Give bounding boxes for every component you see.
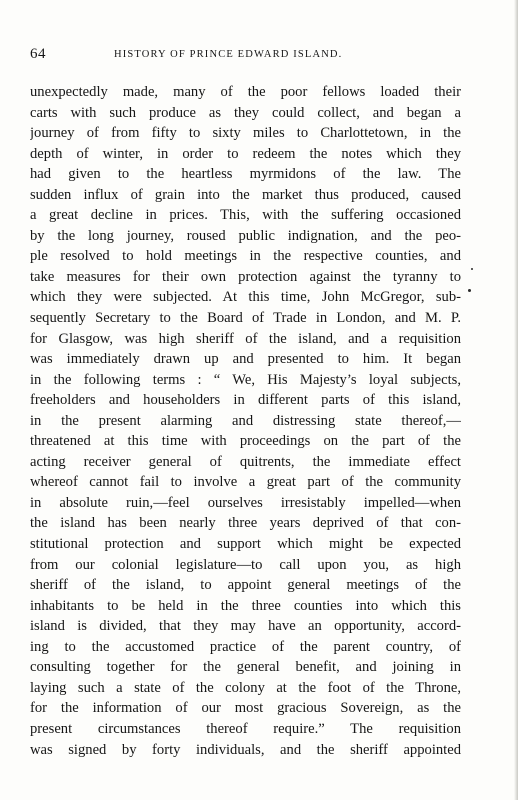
- text-line: which they were subjected. At this time, John McGregor, sub-: [30, 289, 461, 306]
- print-speck: [471, 268, 473, 270]
- text-line: take measures for their own protection against the tyranny to: [30, 268, 461, 285]
- text-line: inhabitants to be held in the three counties into which this: [30, 597, 461, 614]
- text-line: for Glasgow, was high sheriff of the island, and a requisition: [30, 330, 461, 347]
- text-line: in the following terms : “ We, His Majesty’s loyal subjects,: [30, 371, 461, 388]
- running-title: HISTORY OF PRINCE EDWARD ISLAND.: [114, 49, 343, 60]
- text-line: for the information of our most gracious Sovereign, as the: [30, 700, 461, 717]
- text-line: in the present alarming and distressing state thereof,—: [30, 412, 461, 429]
- text-line: ple resolved to hold meetings in the respective counties, and: [30, 248, 461, 265]
- text-line: sudden influx of grain into the market thus produced, caused: [30, 186, 461, 203]
- text-line: threatened at this time with proceedings on the part of the: [30, 433, 461, 450]
- page-edge-shadow: [514, 0, 518, 800]
- text-line: whereof cannot fail to involve a great part of the community: [30, 474, 461, 491]
- text-line: in absolute ruin,—feel ourselves irresistably impelled—when: [30, 494, 461, 511]
- text-line: by the long journey, roused public indignation, and the peo-: [30, 227, 461, 244]
- text-line: sheriff of the island, to appoint general meetings of the: [30, 577, 461, 594]
- text-line: stitutional protection and support which might be expected: [30, 536, 461, 553]
- text-line: ing to the accustomed practice of the parent country, of: [30, 638, 461, 655]
- text-line: present circumstances thereof require.” The requisition: [30, 720, 461, 737]
- text-line: unexpectedly made, many of the poor fellows loaded their: [30, 84, 461, 100]
- text-line: carts with such produce as they could collect, and began a: [30, 104, 461, 121]
- body-text: [30, 82, 461, 760]
- text-line: was signed by forty individuals, and the sheriff appointed: [30, 741, 461, 758]
- text-line: freeholders and householders in different parts of this island,: [30, 392, 461, 409]
- text-line: the island has been nearly three years deprived of that con-: [30, 515, 461, 532]
- text-line: a great decline in prices. This, with the suffering occasioned: [30, 207, 461, 224]
- text-line: journey of from fifty to sixty miles to Charlottetown, in the: [30, 125, 461, 142]
- page-number: 64: [30, 46, 46, 62]
- text-line: from our colonial legislature—to call upon you, as high: [30, 556, 461, 573]
- running-head: [30, 46, 490, 66]
- text-line: laying such a state of the colony at the foot of the Throne,: [30, 679, 461, 696]
- text-line: consulting together for the general benefit, and joining in: [30, 659, 461, 676]
- print-speck: [468, 289, 471, 292]
- text-line: sequently Secretary to the Board of Trade in London, and M. P.: [30, 310, 461, 327]
- text-line: depth of winter, in order to redeem the notes which they: [30, 145, 461, 162]
- text-line: was immediately drawn up and presented to him. It began: [30, 351, 461, 368]
- text-line: acting receiver general of quitrents, the immediate effect: [30, 453, 461, 470]
- text-line: had given to the heartless myrmidons of the law. The: [30, 166, 461, 183]
- text-line: island is divided, that they may have an opportunity, accord-: [30, 618, 461, 635]
